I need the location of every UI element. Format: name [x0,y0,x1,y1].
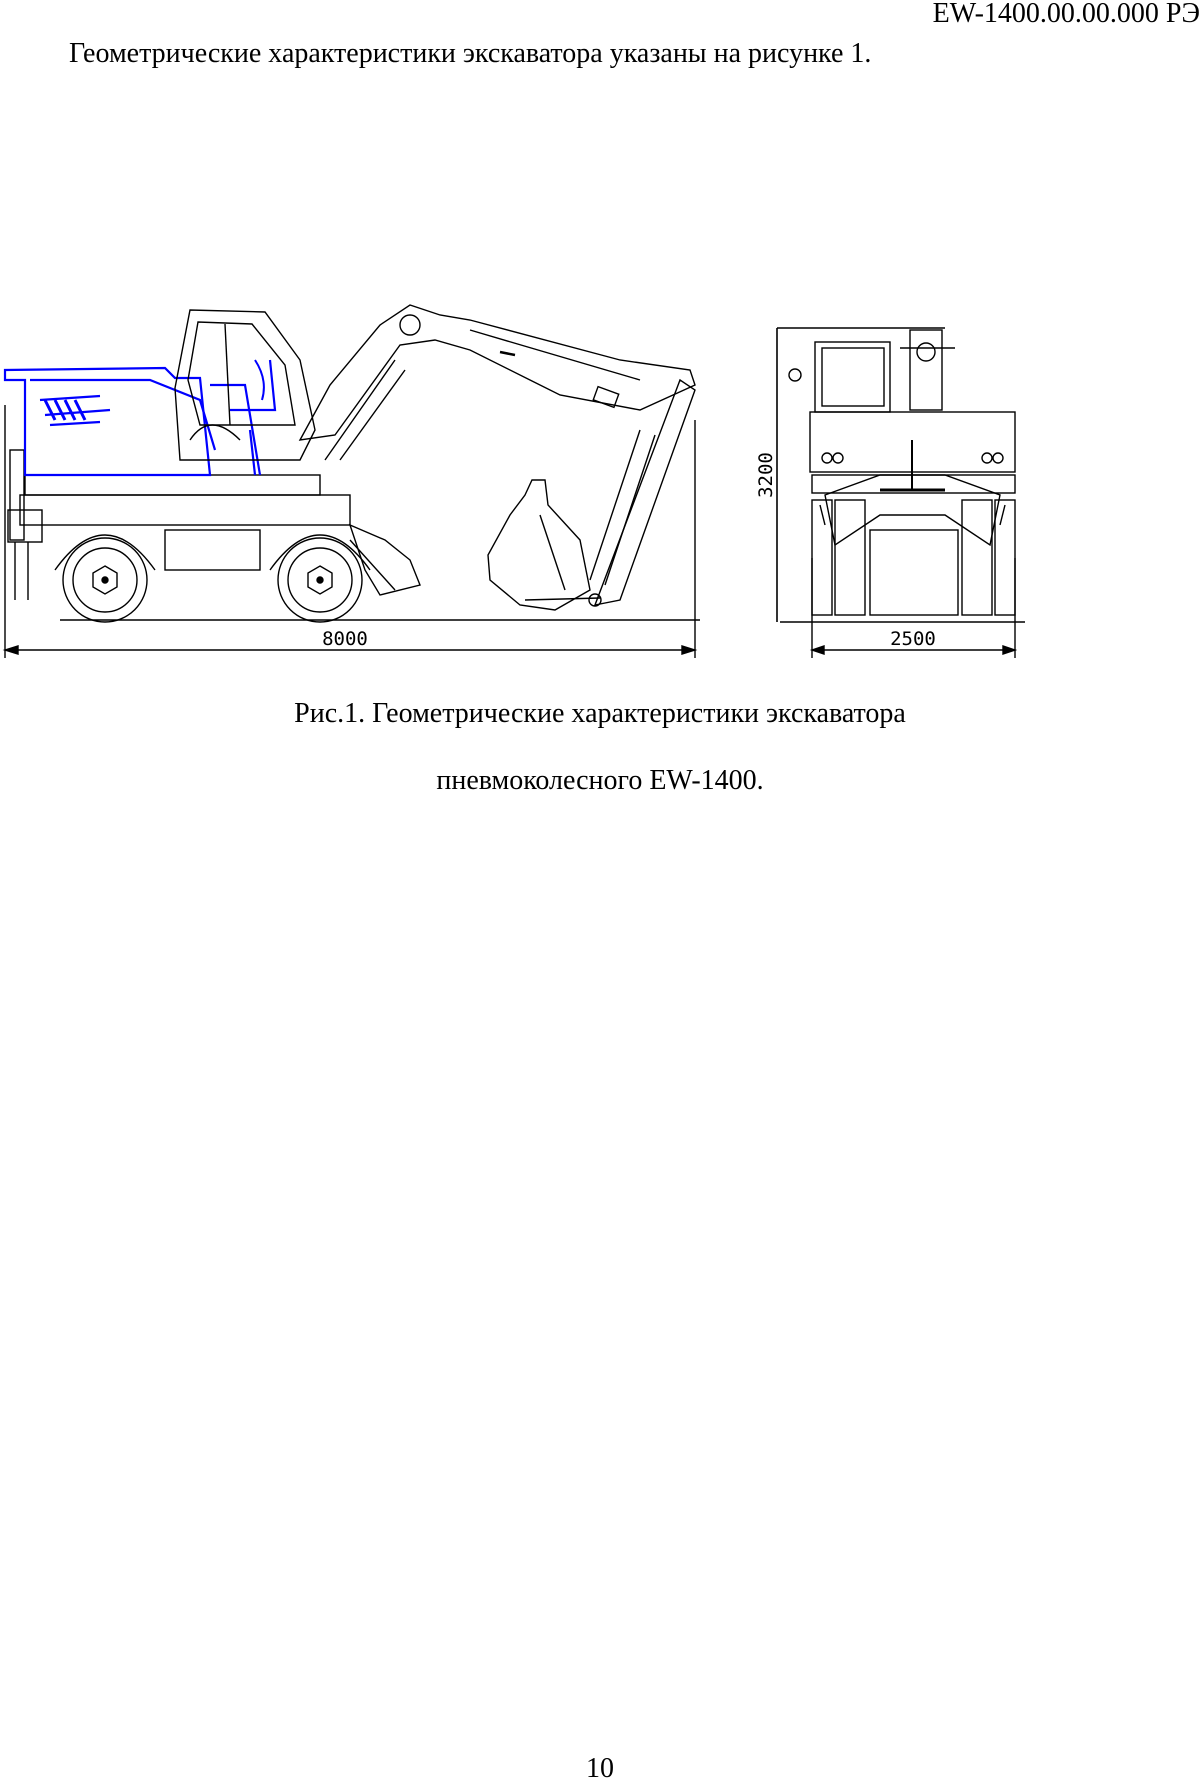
cab-blue-marker [255,360,264,400]
chassis-frame [20,495,350,525]
boom-bracket [593,387,618,408]
engine-grille [190,425,240,440]
arrow-right-width [1003,646,1015,654]
document-code: EW-1400.00.00.000 РЭ [932,0,1200,29]
height-label: 3200 [755,452,777,498]
figure-excavator-drawing [0,300,1040,660]
intro-paragraph: Геометрические характеристики экскаватора указаны на рисунке 1. [69,38,872,69]
mirror [789,369,801,381]
front-wheel [278,538,362,622]
page-number: 10 [586,1753,614,1784]
excavator-drawing [0,300,1040,660]
front-undercarriage [870,530,958,615]
arrow-left [5,646,18,654]
rear-fender [55,535,155,570]
figure-caption-line-2: пневмоколесного EW-1400. [436,765,764,796]
front-view [777,328,1025,658]
front-cab [815,342,890,412]
engine-housing [5,360,275,475]
side-view [5,305,700,658]
boom [300,305,695,440]
rear-wheel [63,538,147,622]
figure-caption-line-1: Рис.1. Геометрические характеристики экскаватора [294,698,906,729]
arm-cylinder [470,330,640,380]
manufacturer-logo-side [45,400,85,420]
bucket [488,480,590,610]
undercarriage-box [165,530,260,570]
dozer-blade [350,525,420,595]
arrow-left-width [812,646,824,654]
boom-pivot [400,315,420,335]
upper-frame [25,475,320,495]
front-boom [910,330,942,410]
front-cab-window [822,348,884,406]
right-wheel-front [962,500,992,615]
boom-cylinder [325,360,395,460]
width-label: 2500 [890,628,936,650]
rear-counter-box [8,510,42,542]
arrow-right [682,646,695,654]
length-label: 8000 [322,628,368,650]
